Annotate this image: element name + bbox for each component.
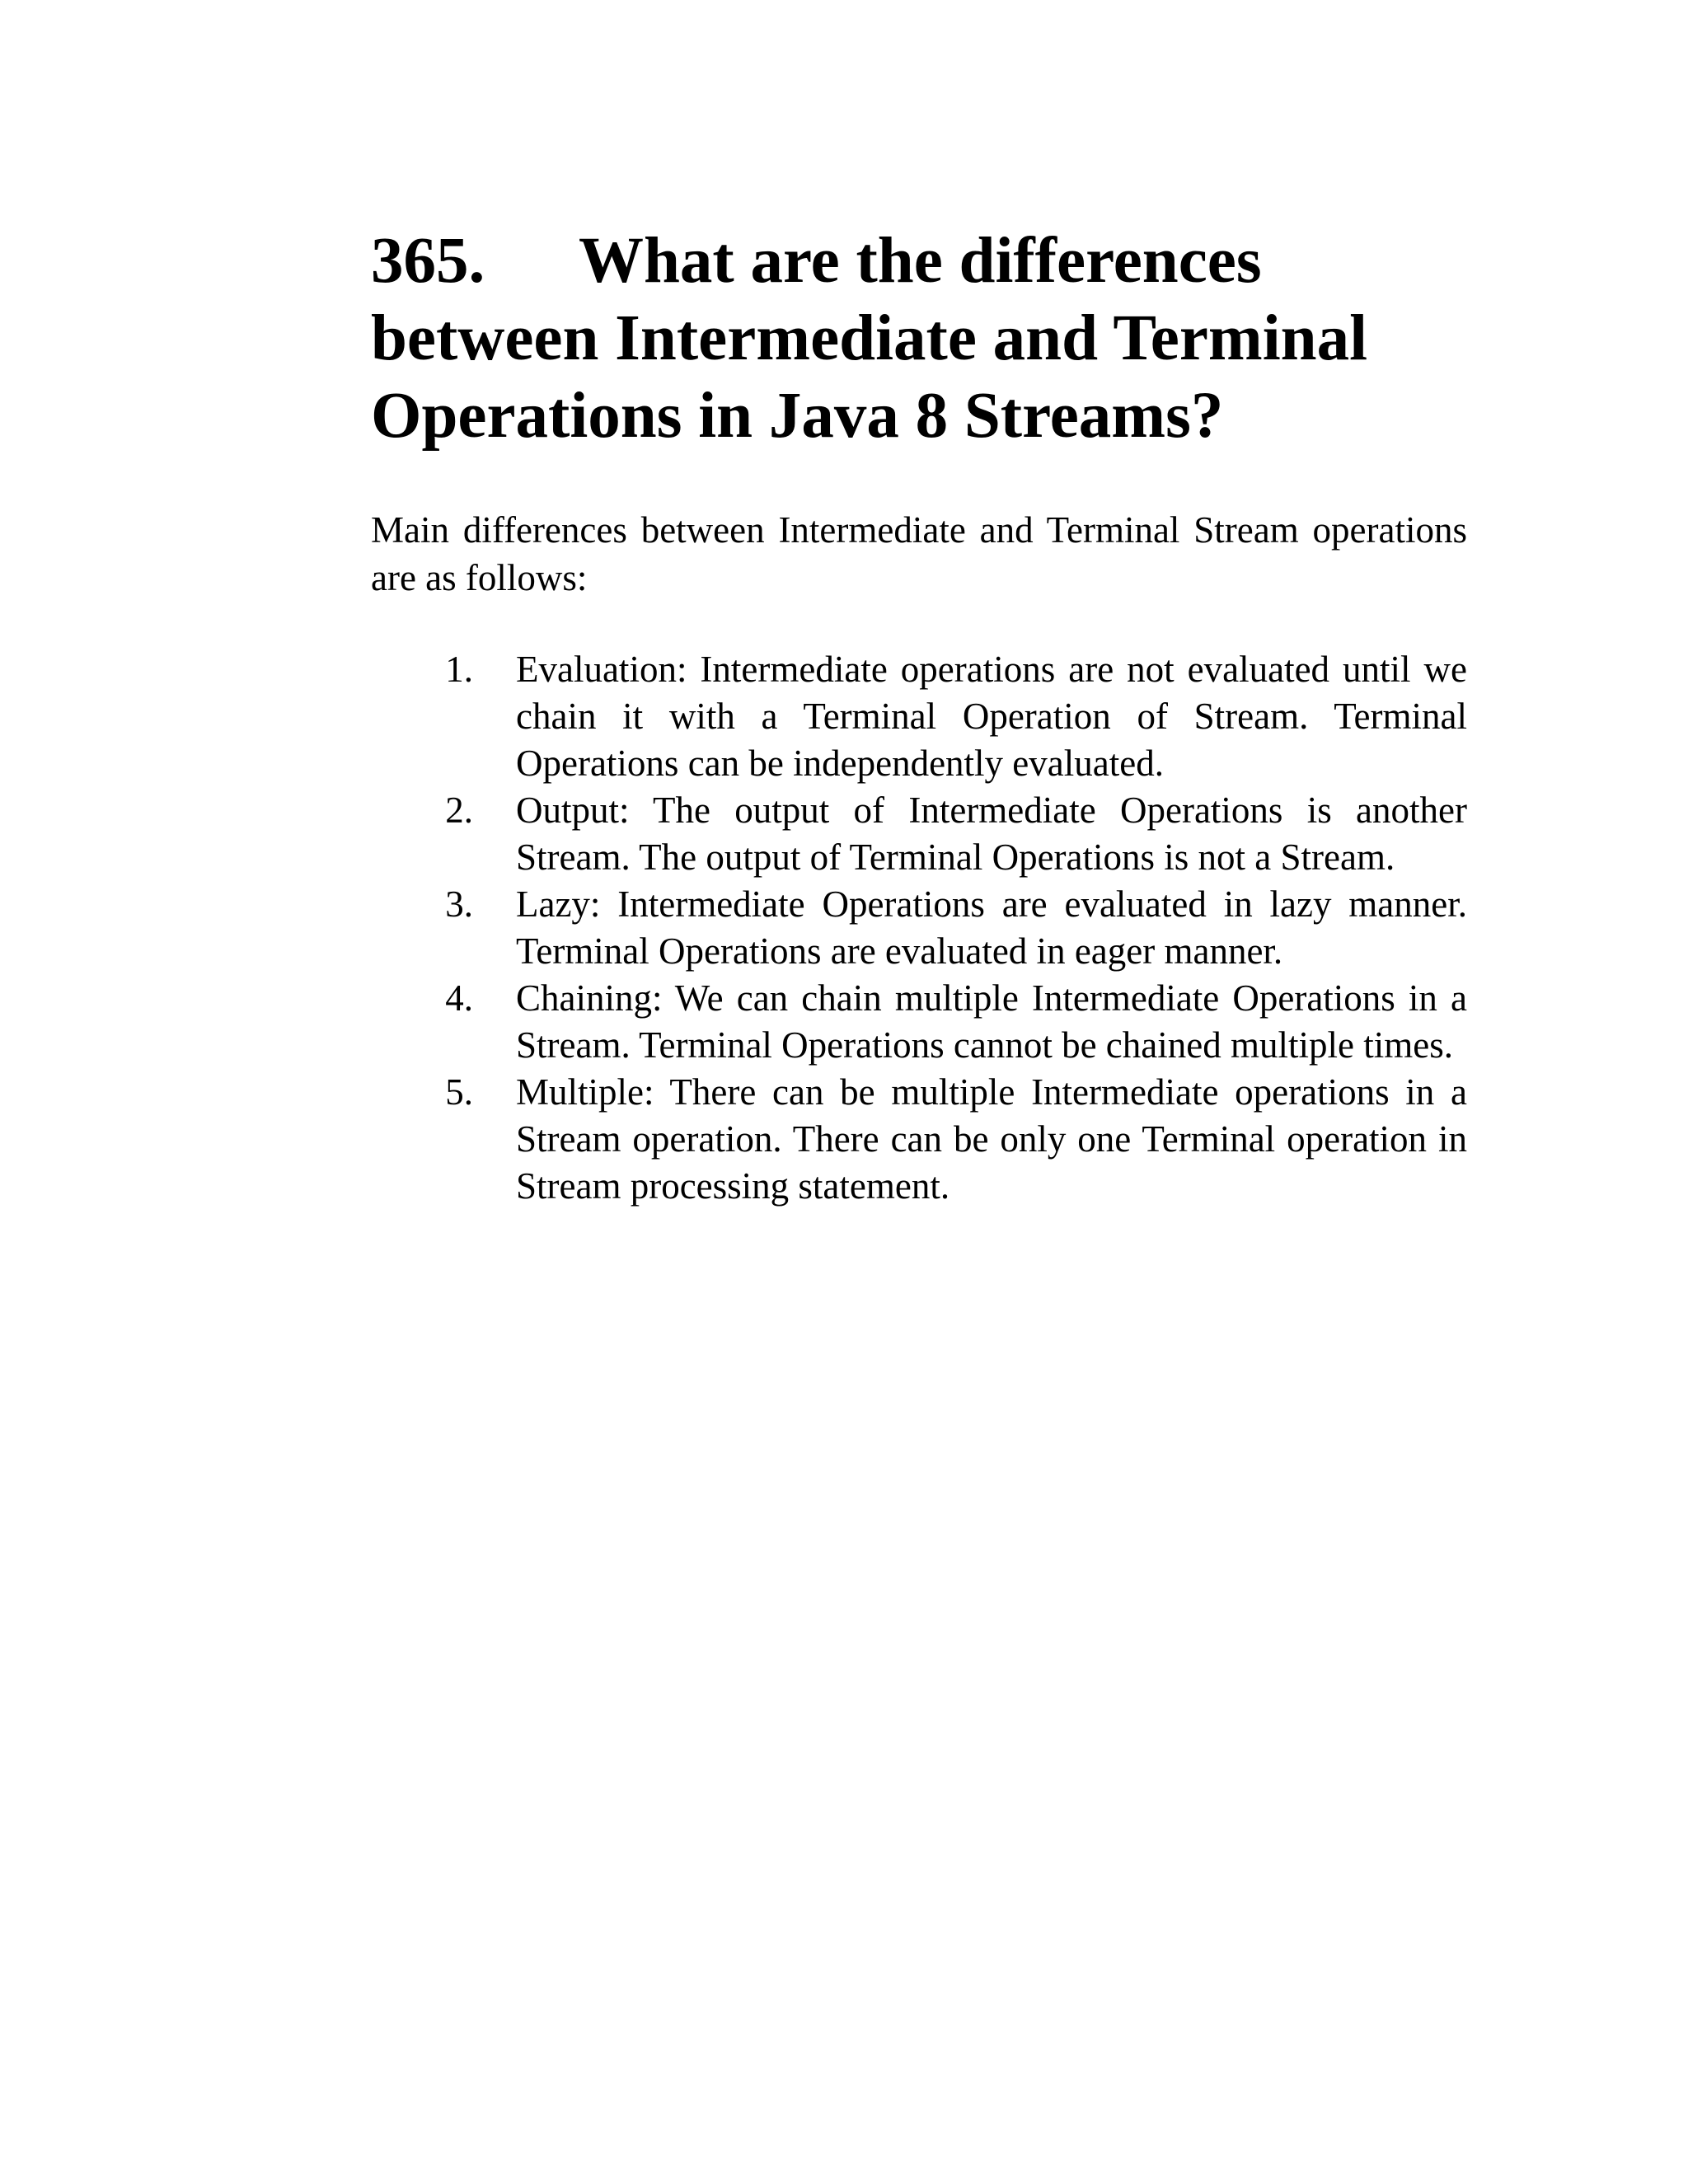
list-item-text: Chaining: We can chain multiple Intermediate Operations in a Stream. Terminal Operations cannot be chained multiple times. [516,977,1467,1066]
list-item-text: Output: The output of Intermediate Operations is another Stream. The output of Terminal Operations is not a Stream. [516,790,1467,878]
list-item [371,881,1467,975]
list-item-text: Lazy: Intermediate Operations are evaluated in lazy manner. Terminal Operations are evaluated in eager manner. [516,883,1467,972]
list-marker: 4. [445,977,473,1019]
list-item-text: Evaluation: Intermediate operations are not evaluated until we chain it with a Terminal Operation of Stream. Terminal Operations can be independently evaluated. [516,649,1467,784]
question-heading [371,223,1467,455]
list-item [371,787,1467,881]
list-item [371,975,1467,1069]
question-number: 365. [371,225,485,297]
intro-paragraph: Main differences between Intermediate and Terminal Stream operations are as follows: [371,509,1467,598]
list-item [371,646,1467,787]
differences-list [371,646,1467,1210]
document-page [371,223,1467,1223]
list-marker: 2. [445,790,473,831]
list-marker: 1. [445,649,473,690]
list-item [371,1069,1467,1210]
question-title: What are the differences between Intermediate and Terminal Operations in Java 8 Streams? [371,225,1368,452]
list-item-text: Multiple: There can be multiple Intermediate operations in a Stream operation. There can be only one Terminal operation in Stream processing statement. [516,1071,1467,1207]
list-marker: 3. [445,883,473,925]
list-marker: 5. [445,1071,473,1113]
